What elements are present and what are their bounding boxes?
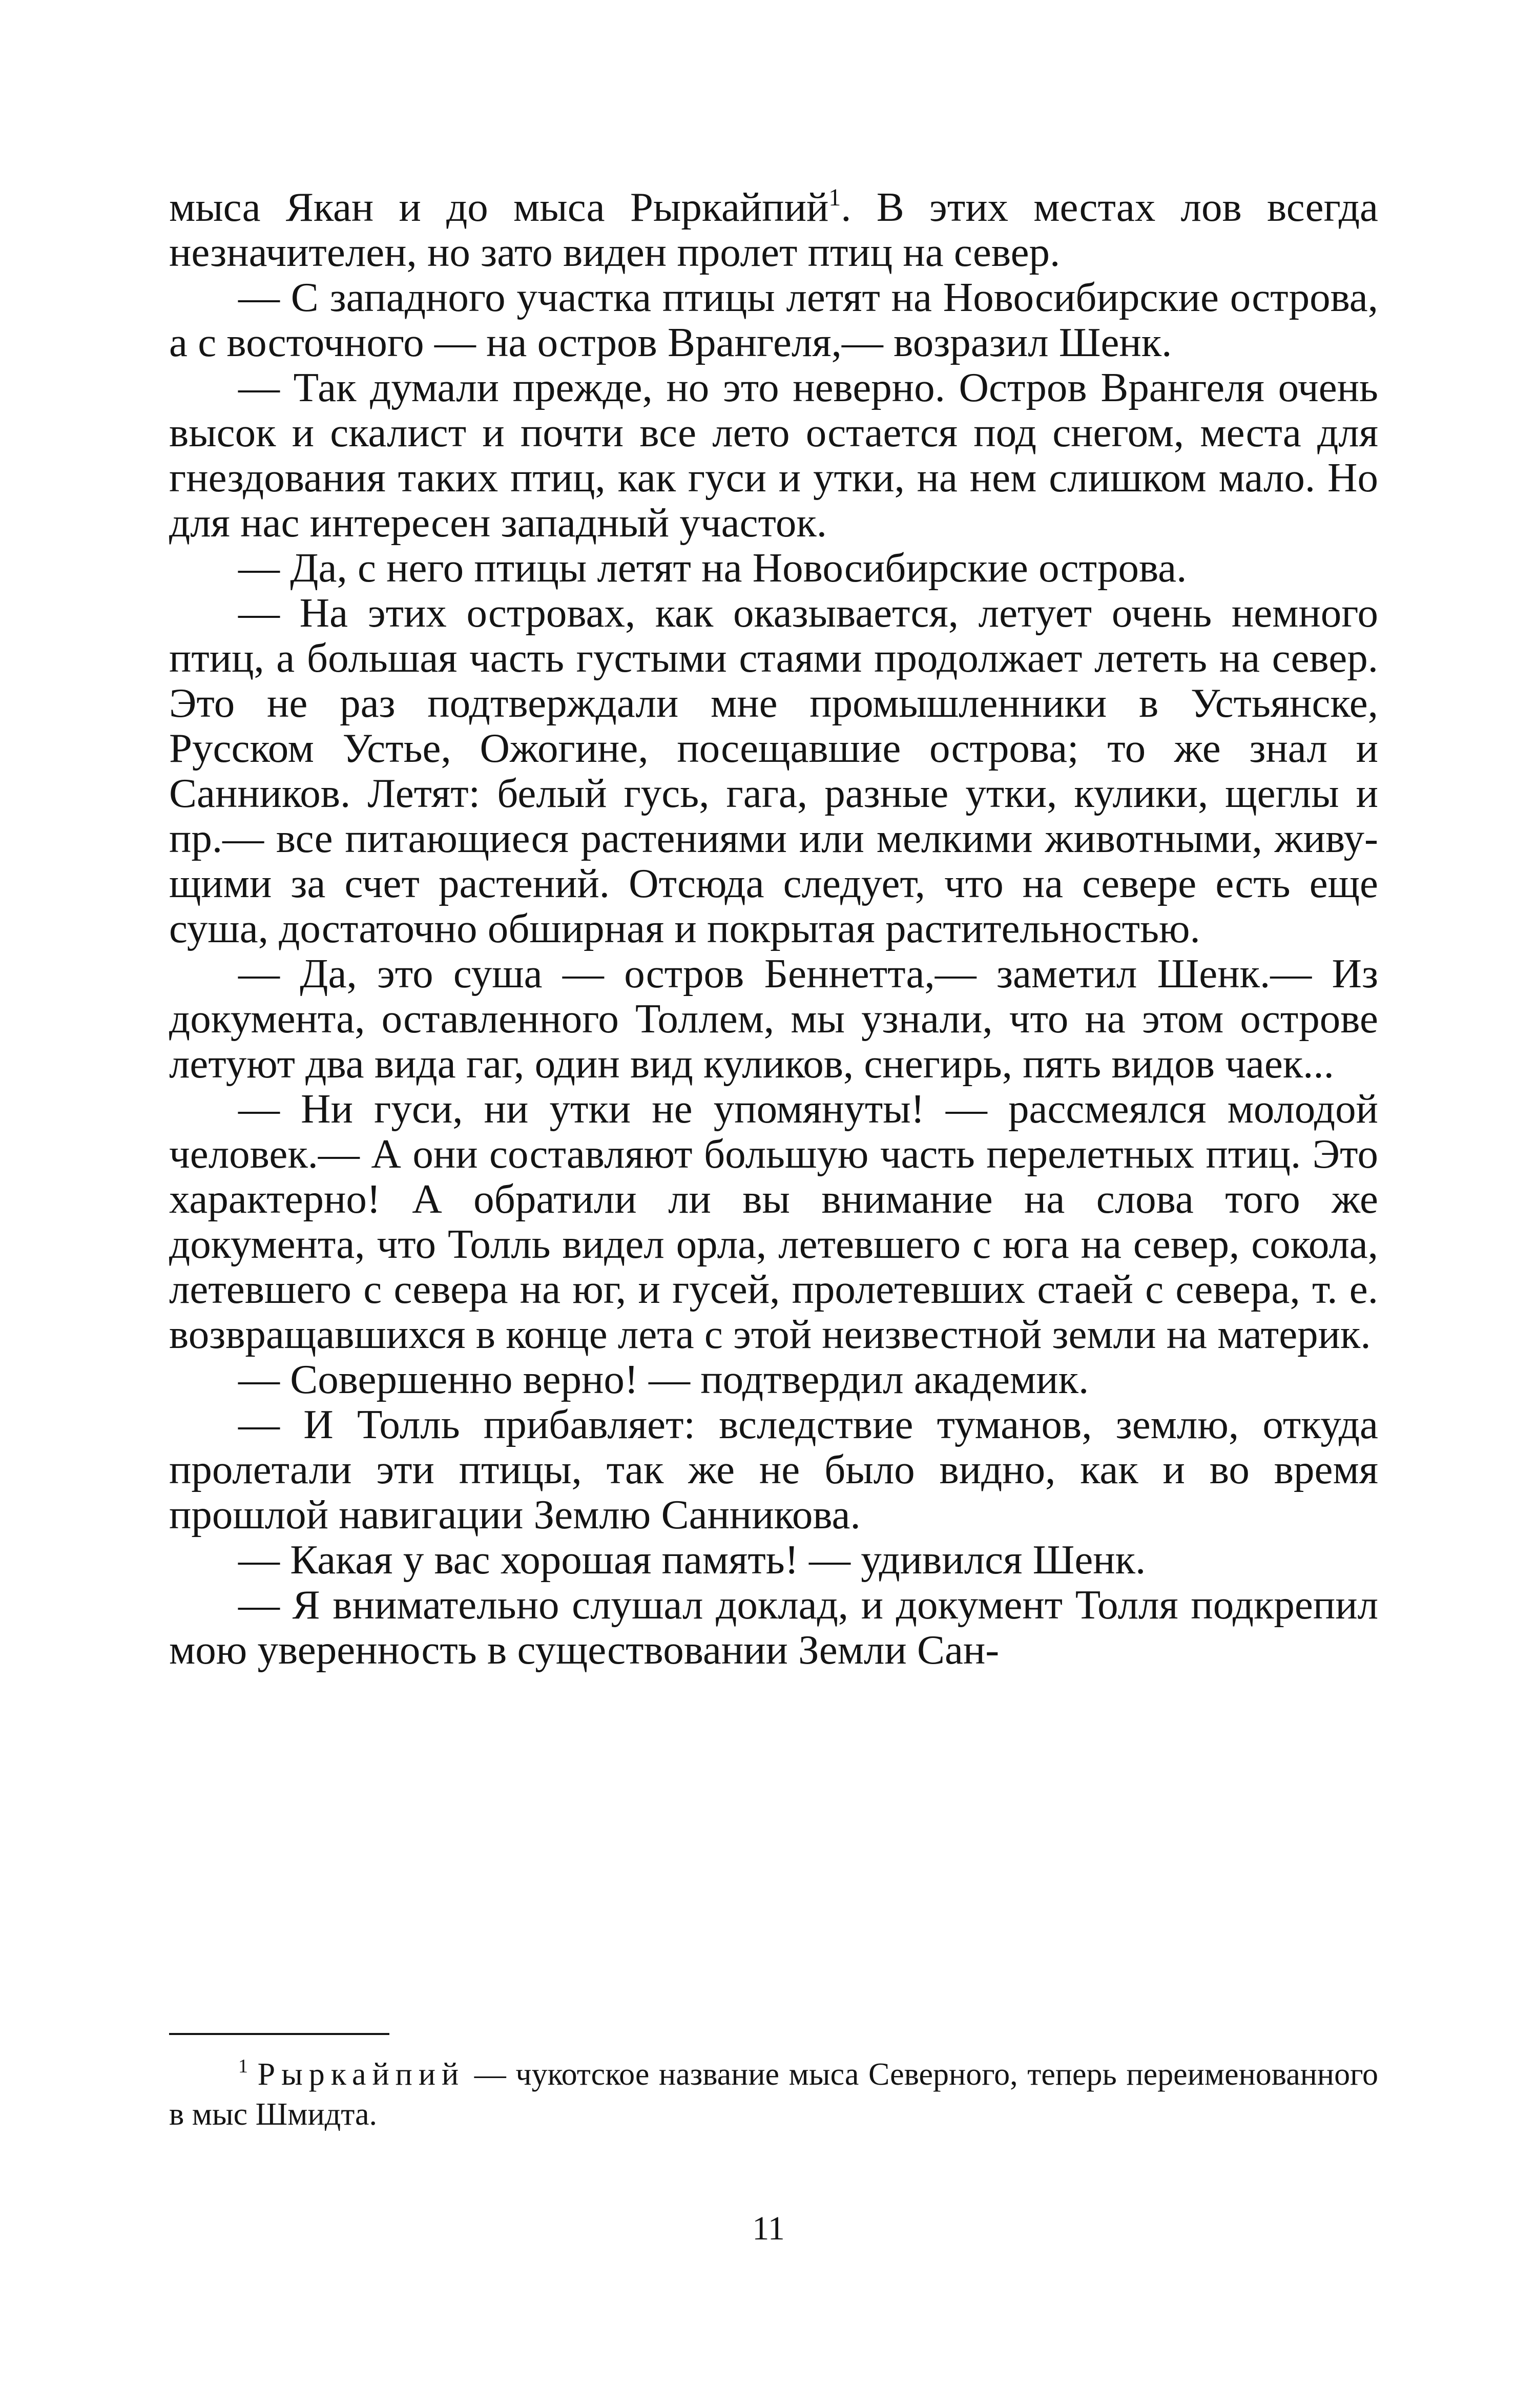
footnote-marker: 1 bbox=[238, 2056, 248, 2077]
paragraph-11: — Я внимательно слушал доклад, и документ Толля подкрепил мою уверенность в существовании Земли Сан- bbox=[169, 1582, 1378, 1673]
paragraph-1 bbox=[169, 184, 1378, 275]
paragraph-text: мыса Якан и до мыса Рыркайпий bbox=[169, 184, 829, 230]
paragraph-9: — И Толль прибавляет: вследствие туманов, землю, откуда пролетали эти птицы, так же не было видно, как и во время прошлой навигации Землю Санникова. bbox=[169, 1401, 1378, 1538]
paragraph-text-tail: . В этих местах лов всегда незначителен, но зато виден пролет птиц на север. bbox=[169, 184, 1378, 275]
paragraph-5: — На этих островах, как оказывается, летует очень немного птиц, а большая часть густыми стаями продолжает лететь на север. Это не раз подтверждали мне промышленники в Устьянске, Русском Устье, Ожогине, посещавшие острова; то же знал и Санников. Летят: белый гусь, гага, разные утки, кулики, щеглы и пр.— все питающиеся растениями или мелкими животными, живущими за счет растений. Отсюда следует, что на севере есть еще суша, достаточно обширная и покрытая растительностью. bbox=[169, 590, 1378, 951]
footnote bbox=[169, 2054, 1378, 2134]
paragraph-10: — Какая у вас хорошая память! — удивился Шенк. bbox=[238, 1537, 1146, 1583]
paragraph-4: — Да, с него птицы летят на Новосибирские острова. bbox=[238, 545, 1187, 591]
footnote-divider bbox=[169, 2033, 389, 2035]
footnote-text: — чукотское название мыса Северного, теперь переименованного в мыс Шмидта. bbox=[169, 2057, 1378, 2132]
paragraph-3: — Так думали прежде, но это неверно. Остров Врангеля очень высок и скалист и почти все лето остается под снегом, места для гнездования таких птиц, как гуси и утки, на нем слишком мало. Но для нас интересен западный участок. bbox=[169, 364, 1378, 546]
footnote-reference: 1 bbox=[828, 184, 841, 211]
footnote-term: Рыркайпий bbox=[257, 2057, 465, 2092]
paragraph-6: — Да, это суша — остров Беннетта,— заметил Шенк.— Из документа, оставленного Толлем, мы узнали, что на этом острове летуют два вида гаг, один вид куликов, снегирь, пять видов чаек... bbox=[169, 950, 1378, 1087]
paragraph-2: — С западного участка птицы летят на Новосибирские острова, а с восточного — на остров Врангеля,— возразил Шенк. bbox=[169, 274, 1378, 365]
paragraph-8: — Совершенно верно! — подтвердил академик. bbox=[238, 1356, 1089, 1402]
main-text bbox=[169, 184, 1378, 1672]
page-number: 11 bbox=[752, 2210, 785, 2247]
paragraph-7: — Ни гуси, ни утки не упомянуты! — рассмеялся молодой человек.— А они составляют большую часть перелетных птиц. Это характерно! А обратили ли вы внимание на слова того же документа, что Толль видел орла, летевшего с юга на север, сокола, летевшего с севера на юг, и гусей, пролетевших стаей с севера, т. е. возвращавшихся в конце лета с этой неизвестной земли на материк. bbox=[169, 1086, 1378, 1357]
